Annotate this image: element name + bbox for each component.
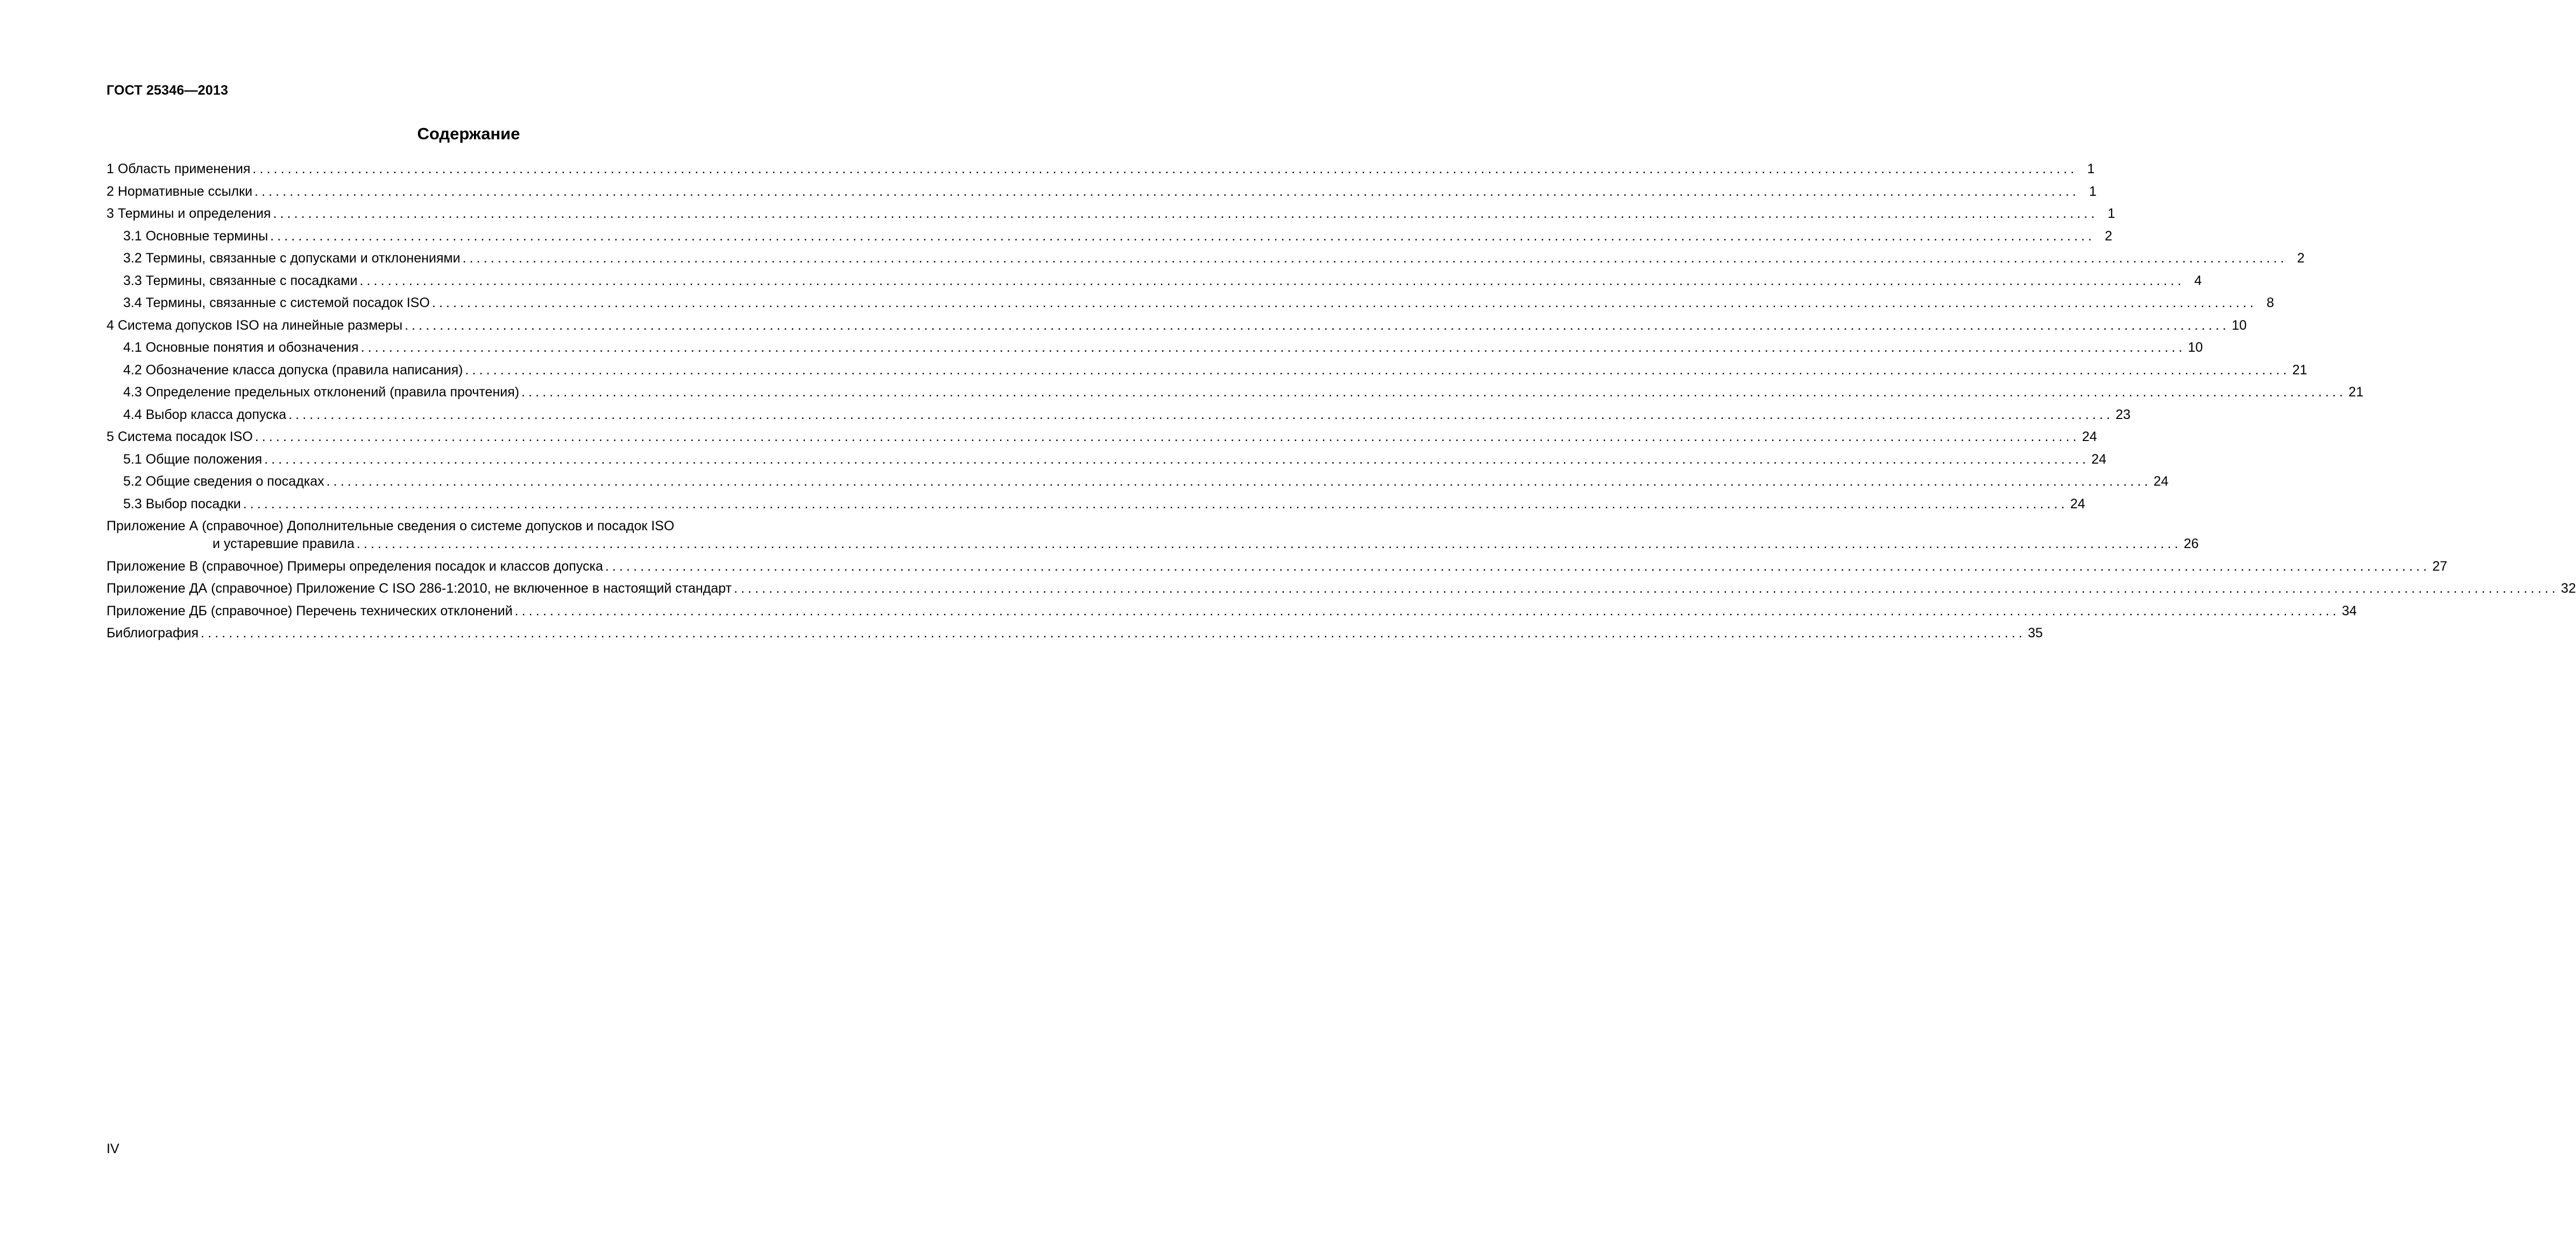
dot-leader: .................................................................................................................................................................................................................................................................... — [431, 295, 2257, 310]
toc-entry-page: 1 — [2107, 206, 2115, 221]
toc-entry[interactable] — [107, 603, 2357, 619]
toc-entry-page: 34 — [2341, 603, 2357, 619]
dot-leader: .................................................................................................................................................................................................................................................................... — [359, 273, 2185, 288]
toc-entry[interactable] — [107, 474, 2169, 489]
toc-entry-label: Приложение В (справочное) Примеры определения посадок и классов допуска — [107, 558, 603, 574]
dot-leader: .................................................................................................................................................................................................................................................................... — [405, 317, 2230, 333]
toc-entry-label-continued: и устаревшие правила — [213, 536, 355, 551]
dot-leader: .................................................................................................................................................................................................................................................................... — [254, 429, 2080, 444]
document-id: ГОСТ 25346—2013 — [107, 83, 229, 98]
dot-leader: .................................................................................................................................................................................................................................................................... — [252, 161, 2078, 176]
dot-leader: .................................................................................................................................................................................................................................................................... — [201, 626, 2026, 641]
dot-leader: .................................................................................................................................................................................................................................................................... — [521, 385, 2346, 400]
dot-leader: .................................................................................................................................................................................................................................................................... — [733, 581, 2559, 596]
toc-entry-label: Приложение А (справочное) Дополнительные сведения о системе допусков и посадок ISO — [107, 518, 675, 534]
dot-leader: .................................................................................................................................................................................................................................................................... — [243, 496, 2068, 511]
toc-entry[interactable] — [107, 295, 2274, 311]
dot-leader: .................................................................................................................................................................................................................................................................... — [605, 558, 2430, 574]
toc-entry-page: 24 — [2091, 451, 2107, 467]
toc-entry-page: 4 — [2194, 273, 2202, 288]
dot-leader: .................................................................................................................................................................................................................................................................... — [465, 362, 2290, 378]
toc-entry-page: 24 — [2082, 429, 2097, 444]
toc-entry-label: 5 Система посадок ISO — [107, 429, 253, 444]
toc-entry[interactable] — [107, 496, 2085, 512]
toc-entry-label: Приложение ДА (справочное) Приложение С ISO 286-1:2010, не включенное в настоящий стандарт — [107, 581, 732, 596]
toc-entry[interactable] — [107, 581, 2576, 596]
toc-entry-label: 3.1 Основные термины — [123, 228, 268, 244]
toc-entry-label: 1 Область применения — [107, 161, 251, 176]
toc-entry-label: 5.3 Выбор посадки — [123, 496, 241, 511]
dot-leader: .................................................................................................................................................................................................................................................................... — [254, 183, 2079, 199]
toc-title: Содержание — [417, 124, 520, 143]
toc-entry-label: 4.3 Определение предельных отклонений (правила прочтения) — [123, 385, 520, 400]
toc-entry-page: 10 — [2232, 317, 2247, 333]
toc-entry[interactable] — [107, 228, 2113, 244]
toc-entry-label: 4.1 Основные понятия и обозначения — [123, 340, 359, 355]
toc-entry-page: 35 — [2028, 626, 2043, 641]
toc-entry[interactable] — [107, 161, 2095, 177]
toc-entry[interactable] — [107, 407, 2131, 423]
toc-entry[interactable] — [107, 626, 2043, 641]
toc-entry[interactable] — [107, 183, 2097, 200]
dot-leader: .................................................................................................................................................................................................................................................................... — [273, 206, 2098, 221]
dot-leader: .................................................................................................................................................................................................................................................................... — [514, 603, 2340, 619]
toc-entry[interactable] — [107, 362, 2308, 378]
toc-entry[interactable] — [107, 206, 2115, 222]
toc-entry[interactable] — [107, 251, 2305, 266]
toc-entry[interactable] — [107, 558, 2447, 574]
toc-entry-page: 10 — [2188, 340, 2203, 355]
toc-entry-label: Библиография — [107, 626, 199, 641]
dot-leader: .................................................................................................................................................................................................................................................................... — [356, 536, 2182, 551]
toc-entry[interactable] — [107, 273, 2202, 289]
toc-entry-label: 4 Система допусков ISO на линейные размеры — [107, 317, 403, 333]
dot-leader: .................................................................................................................................................................................................................................................................... — [360, 340, 2186, 355]
toc-entry-page: 1 — [2087, 161, 2095, 176]
dot-leader: .................................................................................................................................................................................................................................................................... — [326, 474, 2152, 489]
page-number: IV — [107, 1141, 119, 1156]
toc-entry-page: 24 — [2153, 474, 2169, 489]
dot-leader: .................................................................................................................................................................................................................................................................... — [264, 451, 2090, 467]
toc-entry-page: 1 — [2089, 183, 2097, 199]
toc-entry-label: 4.2 Обозначение класса допуска (правила написания) — [123, 362, 463, 378]
toc-entry[interactable] — [107, 429, 2097, 445]
toc-entry-page: 2 — [2105, 228, 2113, 244]
toc-entry-label: 5.1 Общие положения — [123, 451, 263, 467]
toc-entry-label: 3.3 Термины, связанные с посадками — [123, 273, 358, 288]
toc-entry-label: Приложение ДБ (справочное) Перечень технических отклонений — [107, 603, 513, 619]
toc-entry-page: 8 — [2266, 295, 2274, 310]
toc-entry-page: 27 — [2432, 558, 2447, 574]
toc-entry[interactable] — [107, 451, 2107, 467]
toc-entry-label: 3.4 Термины, связанные с системой посадок ISO — [123, 295, 430, 310]
toc-entry[interactable] — [107, 340, 2203, 356]
toc-entry-page: 32 — [2561, 581, 2576, 596]
toc-entry-page: 23 — [2115, 407, 2131, 422]
toc-entry[interactable] — [107, 518, 2199, 552]
toc-entry-label: 2 Нормативные ссылки — [107, 183, 253, 199]
toc-entry[interactable] — [107, 317, 2247, 333]
toc-entry-label: 5.2 Общие сведения о посадках — [123, 474, 324, 489]
toc-entry-page: 2 — [2297, 251, 2305, 266]
toc-entry-page: 24 — [2070, 496, 2085, 511]
table-of-contents — [107, 161, 2576, 648]
toc-entry-page: 21 — [2292, 362, 2308, 378]
toc-entry-page: 21 — [2348, 385, 2363, 400]
dot-leader: .................................................................................................................................................................................................................................................................... — [288, 407, 2114, 422]
dot-leader: .................................................................................................................................................................................................................................................................... — [462, 251, 2288, 266]
toc-entry-label: 4.4 Выбор класса допуска — [123, 407, 287, 422]
dot-leader: .................................................................................................................................................................................................................................................................... — [270, 228, 2096, 244]
toc-entry-page: 26 — [2183, 536, 2199, 551]
toc-entry[interactable] — [107, 385, 2363, 400]
toc-entry-label: 3.2 Термины, связанные с допусками и отклонениями — [123, 251, 461, 266]
toc-entry-label: 3 Термины и определения — [107, 206, 271, 221]
